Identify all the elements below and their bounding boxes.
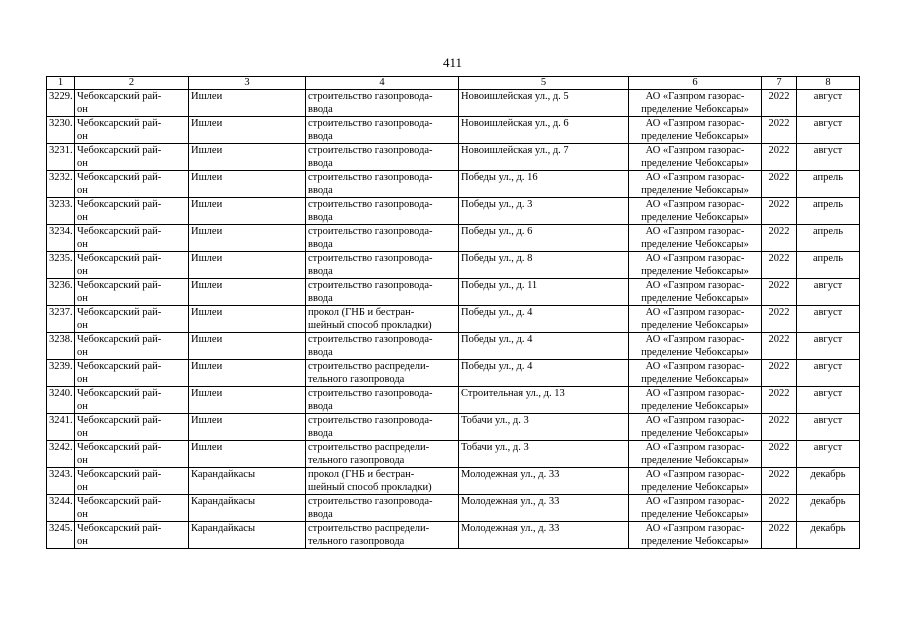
table-body [47, 90, 860, 549]
cell-work-line-2: тельного газопровода [308, 374, 405, 385]
header-cell-owner: 6 [629, 77, 762, 90]
cell-month: декабрь [797, 468, 860, 495]
cell-district-line-2: он [77, 293, 88, 304]
cell-district-line-1: Чебоксарский рай- [77, 253, 162, 264]
cell-district-line-1: Чебоксарский рай- [77, 91, 162, 102]
cell-owner-line-1: АО «Газпром газорас- [645, 442, 745, 453]
cell-district [75, 387, 189, 414]
cell-district-line-1: Чебоксарский рай- [77, 172, 162, 183]
cell-district-line-2: он [77, 212, 88, 223]
cell-district-line-1: Чебоксарский рай- [77, 307, 162, 318]
cell-work-line-1: строительство распредели- [308, 442, 430, 453]
cell-work [306, 225, 459, 252]
cell-month: апрель [797, 252, 860, 279]
cell-num: 3232. [47, 171, 75, 198]
cell-work-line-1: строительство газопровода- [308, 199, 433, 210]
cell-month: август [797, 90, 860, 117]
cell-district [75, 117, 189, 144]
cell-owner-line-1: АО «Газпром газорас- [645, 199, 745, 210]
cell-work-line-1: строительство распредели- [308, 361, 430, 372]
cell-village: Ишлеи [189, 90, 306, 117]
cell-village: Ишлеи [189, 414, 306, 441]
cell-owner-line-2: пределение Чебоксары» [641, 185, 749, 196]
cell-address: Победы ул., д. 3 [459, 198, 629, 225]
cell-district [75, 522, 189, 549]
table-row [47, 441, 860, 468]
cell-owner-line-1: АО «Газпром газорас- [645, 307, 745, 318]
cell-owner [629, 468, 762, 495]
cell-work-line-1: строительство газопровода- [308, 145, 433, 156]
cell-work-line-2: ввода [308, 239, 333, 250]
table-row [47, 252, 860, 279]
cell-month: апрель [797, 171, 860, 198]
cell-owner [629, 198, 762, 225]
cell-address: Молодежная ул., д. 33 [459, 468, 629, 495]
cell-work [306, 387, 459, 414]
cell-owner [629, 360, 762, 387]
cell-owner [629, 279, 762, 306]
cell-district-line-2: он [77, 131, 88, 142]
cell-num: 3242. [47, 441, 75, 468]
cell-work-line-1: строительство газопровода- [308, 91, 433, 102]
cell-month: апрель [797, 225, 860, 252]
table-row [47, 360, 860, 387]
cell-owner [629, 225, 762, 252]
cell-year: 2022 [762, 279, 797, 306]
cell-work [306, 333, 459, 360]
cell-address: Молодежная ул., д. 33 [459, 522, 629, 549]
cell-address: Победы ул., д. 6 [459, 225, 629, 252]
table-row [47, 117, 860, 144]
cell-owner-line-2: пределение Чебоксары» [641, 266, 749, 277]
cell-num: 3233. [47, 198, 75, 225]
cell-owner-line-1: АО «Газпром газорас- [645, 145, 745, 156]
cell-village: Карандайкасы [189, 495, 306, 522]
cell-year: 2022 [762, 198, 797, 225]
cell-district-line-1: Чебоксарский рай- [77, 442, 162, 453]
cell-owner [629, 495, 762, 522]
cell-year: 2022 [762, 387, 797, 414]
cell-owner [629, 117, 762, 144]
cell-owner-line-1: АО «Газпром газорас- [645, 334, 745, 345]
cell-owner-line-2: пределение Чебоксары» [641, 293, 749, 304]
cell-owner-line-1: АО «Газпром газорас- [645, 253, 745, 264]
cell-work-line-2: ввода [308, 212, 333, 223]
cell-year: 2022 [762, 117, 797, 144]
cell-district-line-1: Чебоксарский рай- [77, 496, 162, 507]
cell-work [306, 522, 459, 549]
header-cell-work: 4 [306, 77, 459, 90]
cell-owner-line-2: пределение Чебоксары» [641, 536, 749, 547]
cell-village: Ишлеи [189, 225, 306, 252]
cell-work [306, 495, 459, 522]
cell-work-line-2: ввода [308, 509, 333, 520]
cell-address: Победы ул., д. 8 [459, 252, 629, 279]
cell-owner-line-2: пределение Чебоксары» [641, 131, 749, 142]
cell-address: Новоишлейская ул., д. 6 [459, 117, 629, 144]
cell-owner-line-1: АО «Газпром газорас- [645, 388, 745, 399]
cell-village: Ишлеи [189, 441, 306, 468]
cell-work-line-2: ввода [308, 428, 333, 439]
table-row [47, 414, 860, 441]
cell-month: август [797, 441, 860, 468]
cell-year: 2022 [762, 306, 797, 333]
cell-work-line-2: ввода [308, 401, 333, 412]
table-row [47, 522, 860, 549]
cell-owner-line-2: пределение Чебоксары» [641, 104, 749, 115]
cell-work-line-1: строительство распредели- [308, 523, 430, 534]
cell-work [306, 252, 459, 279]
cell-owner-line-2: пределение Чебоксары» [641, 482, 749, 493]
cell-address: Тобачи ул., д. 3 [459, 441, 629, 468]
cell-district-line-1: Чебоксарский рай- [77, 118, 162, 129]
cell-year: 2022 [762, 144, 797, 171]
cell-district-line-2: он [77, 266, 88, 277]
cell-month: август [797, 333, 860, 360]
cell-district-line-1: Чебоксарский рай- [77, 469, 162, 480]
cell-district-line-1: Чебоксарский рай- [77, 280, 162, 291]
cell-work-line-2: ввода [308, 347, 333, 358]
cell-district-line-2: он [77, 239, 88, 250]
cell-owner-line-1: АО «Газпром газорас- [645, 496, 745, 507]
cell-village: Ишлеи [189, 117, 306, 144]
cell-month: август [797, 144, 860, 171]
cell-district-line-2: он [77, 104, 88, 115]
cell-work-line-2: ввода [308, 266, 333, 277]
cell-work-line-1: строительство газопровода- [308, 118, 433, 129]
cell-work [306, 441, 459, 468]
cell-village: Ишлеи [189, 144, 306, 171]
cell-work-line-2: ввода [308, 104, 333, 115]
cell-owner [629, 90, 762, 117]
cell-work-line-2: шейный способ прокладки) [308, 320, 432, 331]
cell-village: Карандайкасы [189, 522, 306, 549]
cell-month: август [797, 306, 860, 333]
cell-work-line-1: строительство газопровода- [308, 253, 433, 264]
cell-work-line-2: ввода [308, 293, 333, 304]
table-row [47, 333, 860, 360]
cell-district-line-1: Чебоксарский рай- [77, 334, 162, 345]
cell-village: Ишлеи [189, 333, 306, 360]
cell-work-line-1: строительство газопровода- [308, 496, 433, 507]
cell-district-line-1: Чебоксарский рай- [77, 145, 162, 156]
cell-district [75, 198, 189, 225]
cell-owner-line-2: пределение Чебоксары» [641, 347, 749, 358]
cell-village: Ишлеи [189, 171, 306, 198]
cell-year: 2022 [762, 468, 797, 495]
cell-owner-line-1: АО «Газпром газорас- [645, 361, 745, 372]
cell-owner-line-1: АО «Газпром газорас- [645, 91, 745, 102]
cell-address: Строительная ул., д. 13 [459, 387, 629, 414]
cell-district-line-2: он [77, 482, 88, 493]
table-header [47, 77, 860, 90]
cell-address: Новоишлейская ул., д. 5 [459, 90, 629, 117]
cell-district-line-1: Чебоксарский рай- [77, 361, 162, 372]
header-cell-year: 7 [762, 77, 797, 90]
cell-village: Ишлеи [189, 252, 306, 279]
table-row [47, 468, 860, 495]
cell-num: 3230. [47, 117, 75, 144]
cell-work-line-1: строительство газопровода- [308, 280, 433, 291]
cell-address: Молодежная ул., д. 33 [459, 495, 629, 522]
cell-district [75, 414, 189, 441]
header-cell-num: 1 [47, 77, 75, 90]
cell-work-line-1: строительство газопровода- [308, 388, 433, 399]
cell-owner [629, 414, 762, 441]
cell-owner [629, 171, 762, 198]
cell-work [306, 279, 459, 306]
cell-work-line-1: строительство газопровода- [308, 415, 433, 426]
cell-owner-line-2: пределение Чебоксары» [641, 239, 749, 250]
cell-district [75, 144, 189, 171]
cell-district-line-2: он [77, 347, 88, 358]
cell-work-line-1: строительство газопровода- [308, 334, 433, 345]
cell-owner [629, 144, 762, 171]
cell-district-line-2: он [77, 185, 88, 196]
cell-num: 3236. [47, 279, 75, 306]
cell-year: 2022 [762, 414, 797, 441]
cell-year: 2022 [762, 90, 797, 117]
cell-district-line-1: Чебоксарский рай- [77, 388, 162, 399]
cell-work-line-2: ввода [308, 158, 333, 169]
cell-num: 3231. [47, 144, 75, 171]
cell-village: Ишлеи [189, 279, 306, 306]
cell-work-line-2: тельного газопровода [308, 536, 405, 547]
cell-num: 3240. [47, 387, 75, 414]
cell-district-line-2: он [77, 509, 88, 520]
cell-month: август [797, 387, 860, 414]
cell-district-line-1: Чебоксарский рай- [77, 199, 162, 210]
cell-district-line-1: Чебоксарский рай- [77, 415, 162, 426]
cell-district [75, 279, 189, 306]
cell-district-line-2: он [77, 536, 88, 547]
cell-owner-line-1: АО «Газпром газорас- [645, 118, 745, 129]
cell-village: Ишлеи [189, 306, 306, 333]
cell-num: 3234. [47, 225, 75, 252]
cell-village: Ишлеи [189, 198, 306, 225]
cell-owner-line-2: пределение Чебоксары» [641, 158, 749, 169]
cell-month: декабрь [797, 522, 860, 549]
cell-owner [629, 306, 762, 333]
cell-owner-line-1: АО «Газпром газорас- [645, 226, 745, 237]
cell-district-line-1: Чебоксарский рай- [77, 523, 162, 534]
cell-work-line-2: ввода [308, 185, 333, 196]
table-row [47, 90, 860, 117]
cell-village: Карандайкасы [189, 468, 306, 495]
cell-address: Победы ул., д. 16 [459, 171, 629, 198]
cell-village: Ишлеи [189, 387, 306, 414]
cell-address: Победы ул., д. 4 [459, 306, 629, 333]
header-cell-month: 8 [797, 77, 860, 90]
cell-work [306, 414, 459, 441]
cell-num: 3239. [47, 360, 75, 387]
cell-village: Ишлеи [189, 360, 306, 387]
cell-owner-line-1: АО «Газпром газорас- [645, 172, 745, 183]
table-row [47, 198, 860, 225]
cell-year: 2022 [762, 252, 797, 279]
cell-district [75, 468, 189, 495]
cell-year: 2022 [762, 360, 797, 387]
cell-address: Тобачи ул., д. 3 [459, 414, 629, 441]
table-row [47, 225, 860, 252]
cell-district-line-2: он [77, 158, 88, 169]
cell-month: декабрь [797, 495, 860, 522]
table-row [47, 279, 860, 306]
cell-district-line-2: он [77, 455, 88, 466]
header-row [47, 77, 860, 90]
header-cell-district: 2 [75, 77, 189, 90]
cell-work-line-1: прокол (ГНБ и бестран- [308, 469, 415, 480]
cell-month: август [797, 279, 860, 306]
cell-owner-line-2: пределение Чебоксары» [641, 374, 749, 385]
cell-work-line-1: прокол (ГНБ и бестран- [308, 307, 415, 318]
cell-year: 2022 [762, 495, 797, 522]
cell-num: 3235. [47, 252, 75, 279]
cell-district-line-2: он [77, 401, 88, 412]
cell-district [75, 441, 189, 468]
cell-owner [629, 522, 762, 549]
table-row [47, 144, 860, 171]
table-row [47, 387, 860, 414]
cell-owner-line-2: пределение Чебоксары» [641, 212, 749, 223]
header-cell-village: 3 [189, 77, 306, 90]
cell-address: Победы ул., д. 11 [459, 279, 629, 306]
cell-year: 2022 [762, 171, 797, 198]
cell-district [75, 495, 189, 522]
cell-num: 3241. [47, 414, 75, 441]
cell-work [306, 144, 459, 171]
cell-owner-line-2: пределение Чебоксары» [641, 509, 749, 520]
page-number: 411 [442, 55, 463, 70]
cell-owner-line-2: пределение Чебоксары» [641, 428, 749, 439]
cell-district-line-2: он [77, 374, 88, 385]
cell-work-line-1: строительство газопровода- [308, 172, 433, 183]
cell-district [75, 90, 189, 117]
cell-owner [629, 333, 762, 360]
cell-num: 3238. [47, 333, 75, 360]
cell-work-line-2: шейный способ прокладки) [308, 482, 432, 493]
cell-address: Новоишлейская ул., д. 7 [459, 144, 629, 171]
cell-owner-line-1: АО «Газпром газорас- [645, 469, 745, 480]
cell-district [75, 333, 189, 360]
cell-owner-line-1: АО «Газпром газорас- [645, 280, 745, 291]
cell-owner-line-2: пределение Чебоксары» [641, 455, 749, 466]
cell-work [306, 306, 459, 333]
cell-district [75, 306, 189, 333]
cell-district-line-1: Чебоксарский рай- [77, 226, 162, 237]
cell-month: август [797, 360, 860, 387]
cell-month: апрель [797, 198, 860, 225]
header-cell-address: 5 [459, 77, 629, 90]
cell-year: 2022 [762, 333, 797, 360]
cell-year: 2022 [762, 522, 797, 549]
gas-pipeline-registry-table [46, 76, 860, 549]
cell-work [306, 117, 459, 144]
cell-owner [629, 441, 762, 468]
cell-work [306, 198, 459, 225]
cell-owner-line-2: пределение Чебоксары» [641, 320, 749, 331]
table-row [47, 495, 860, 522]
cell-num: 3237. [47, 306, 75, 333]
cell-work-line-2: ввода [308, 131, 333, 142]
cell-num: 3245. [47, 522, 75, 549]
cell-district-line-2: он [77, 320, 88, 331]
cell-year: 2022 [762, 441, 797, 468]
cell-district [75, 252, 189, 279]
cell-work [306, 171, 459, 198]
cell-district [75, 171, 189, 198]
cell-district [75, 225, 189, 252]
cell-num: 3229. [47, 90, 75, 117]
cell-owner-line-1: АО «Газпром газорас- [645, 523, 745, 534]
cell-district [75, 360, 189, 387]
cell-work [306, 90, 459, 117]
cell-address: Победы ул., д. 4 [459, 360, 629, 387]
cell-district-line-2: он [77, 428, 88, 439]
cell-owner-line-1: АО «Газпром газорас- [645, 415, 745, 426]
table-row [47, 306, 860, 333]
cell-num: 3243. [47, 468, 75, 495]
cell-work [306, 468, 459, 495]
table-row [47, 171, 860, 198]
cell-work-line-2: тельного газопровода [308, 455, 405, 466]
cell-month: август [797, 414, 860, 441]
cell-owner-line-2: пределение Чебоксары» [641, 401, 749, 412]
cell-work-line-1: строительство газопровода- [308, 226, 433, 237]
cell-year: 2022 [762, 225, 797, 252]
cell-month: август [797, 117, 860, 144]
cell-owner [629, 252, 762, 279]
cell-owner [629, 387, 762, 414]
cell-address: Победы ул., д. 4 [459, 333, 629, 360]
cell-work [306, 360, 459, 387]
cell-num: 3244. [47, 495, 75, 522]
